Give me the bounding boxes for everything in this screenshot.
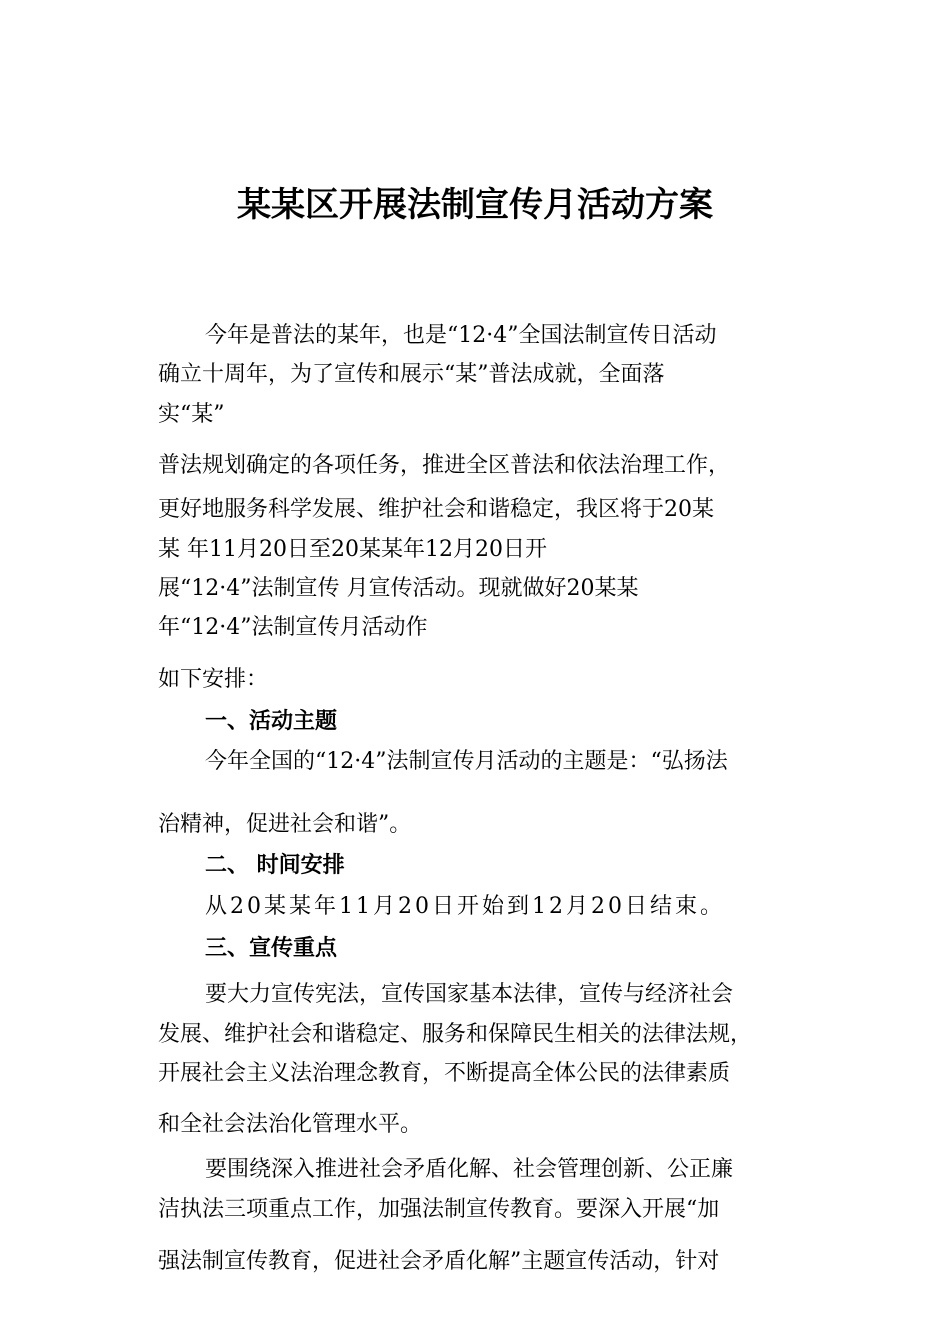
intro-line: 展“12·4”法制宣传 月宣传活动。现就做好20某某 [158, 576, 639, 601]
intro-line: 如下安排： [158, 667, 269, 692]
section-line: 治精神，促进社会和谐”。 [158, 812, 412, 837]
intro-line: 实“某” [158, 402, 225, 427]
intro-line: 今年是普法的某年，也是“12·4”全国法制宣传日活动 [205, 323, 717, 348]
intro-line: 普法规划确定的各项任务，推进全区普法和依法治理工作， [158, 453, 731, 478]
section-heading: 二、 时间安排 [205, 853, 345, 878]
document-title: 某某区开展法制宣传月活动方案 [237, 185, 713, 225]
intro-line: 更好地服务科学发展、维护社会和谐稳定，我区将于20某 [158, 497, 714, 522]
section-heading: 三、宣传重点 [205, 936, 338, 961]
intro-line: 年“12·4”法制宣传月活动作 [158, 615, 428, 640]
section-line: 强法制宣传教育，促进社会矛盾化解”主题宣传活动，针对 [158, 1249, 720, 1274]
section-line: 洁执法三项重点工作，加强法制宣传教育。要深入开展“加 [158, 1197, 720, 1222]
section-line: 要大力宣传宪法，宣传国家基本法律，宣传与经济社会 [205, 982, 734, 1007]
section-line: 从20某某年11月20日开始到12月20日结束。 [205, 894, 725, 919]
section-line: 发展、维护社会和谐稳定、服务和保障民生相关的法律法规， [158, 1022, 753, 1047]
section-line: 开展社会主义法治理念教育，不断提高全体公民的法律素质 [158, 1061, 731, 1086]
section-line: 和全社会法治化管理水平。 [158, 1112, 423, 1137]
intro-line: 某 年11月20日至20某某年12月20日开 [158, 537, 547, 562]
intro-line: 确立十周年，为了宣传和展示“某”普法成就，全面落 [158, 362, 665, 387]
section-heading: 一、活动主题 [205, 709, 338, 734]
section-line: 今年全国的“12·4”法制宣传月活动的主题是：“弘扬法 [205, 749, 728, 774]
section-line: 要围绕深入推进社会矛盾化解、社会管理创新、公正廉 [205, 1157, 734, 1182]
